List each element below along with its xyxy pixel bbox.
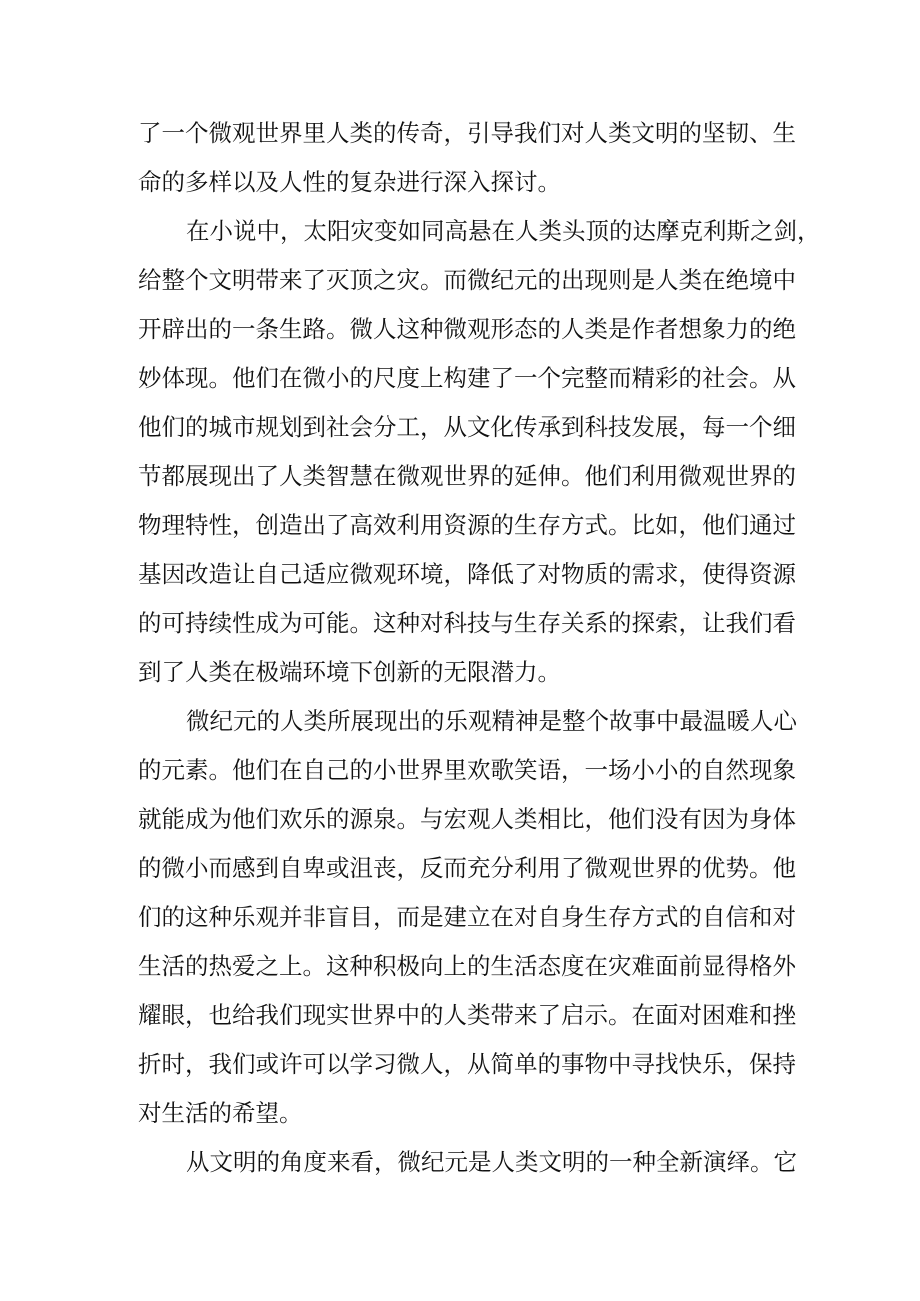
text-line: 在小说中，太阳灾变如同高悬在人类头顶的达摩克利斯之剑， bbox=[186, 217, 821, 245]
text-line: 基因改造让自己适应微观环境，降低了对物质的需求，使得资源 bbox=[138, 560, 796, 588]
text-line: 微纪元的人类所展现出的乐观精神是整个故事中最温暖人心 bbox=[186, 707, 797, 735]
text-line: 的可持续性成为可能。这种对科技与生存关系的探索，让我们看 bbox=[138, 609, 796, 637]
text-line: 生活的热爱之上。这种积极向上的生活态度在灾难面前显得格外 bbox=[138, 952, 796, 980]
text-line: 的元素。他们在自己的小世界里欢歌笑语，一场小小的自然现象 bbox=[138, 756, 796, 784]
text-line: 物理特性，创造出了高效利用资源的生存方式。比如，他们通过 bbox=[138, 511, 796, 539]
text-line: 就能成为他们欢乐的源泉。与宏观人类相比，他们没有因为身体 bbox=[138, 805, 796, 833]
text-line: 命的多样以及人性的复杂进行深入探讨。 bbox=[138, 168, 561, 196]
text-line: 对生活的希望。 bbox=[138, 1099, 303, 1127]
text-line: 们的这种乐观并非盲目，而是建立在对自身生存方式的自信和对 bbox=[138, 903, 796, 931]
text-line: 开辟出的一条生路。微人这种微观形态的人类是作者想象力的绝 bbox=[138, 315, 796, 343]
text-line: 耀眼，也给我们现实世界中的人类带来了启示。在面对困难和挫 bbox=[138, 1001, 796, 1029]
text-line: 节都展现出了人类智慧在微观世界的延伸。他们利用微观世界的 bbox=[138, 462, 796, 490]
text-line: 了一个微观世界里人类的传奇，引导我们对人类文明的坚韧、生 bbox=[138, 119, 796, 147]
text-line: 他们的城市规划到社会分工，从文化传承到科技发展，每一个细 bbox=[138, 413, 796, 441]
text-line: 折时，我们或许可以学习微人，从简单的事物中寻找快乐，保持 bbox=[138, 1050, 796, 1078]
text-line: 从文明的角度来看，微纪元是人类文明的一种全新演绎。它 bbox=[186, 1148, 797, 1176]
text-line: 的微小而感到自卑或沮丧，反而充分利用了微观世界的优势。他 bbox=[138, 854, 796, 882]
text-line: 到了人类在极端环境下创新的无限潜力。 bbox=[138, 658, 561, 686]
text-line: 妙体现。他们在微小的尺度上构建了一个完整而精彩的社会。从 bbox=[138, 364, 796, 392]
text-line: 给整个文明带来了灭顶之灾。而微纪元的出现则是人类在绝境中 bbox=[138, 266, 796, 294]
